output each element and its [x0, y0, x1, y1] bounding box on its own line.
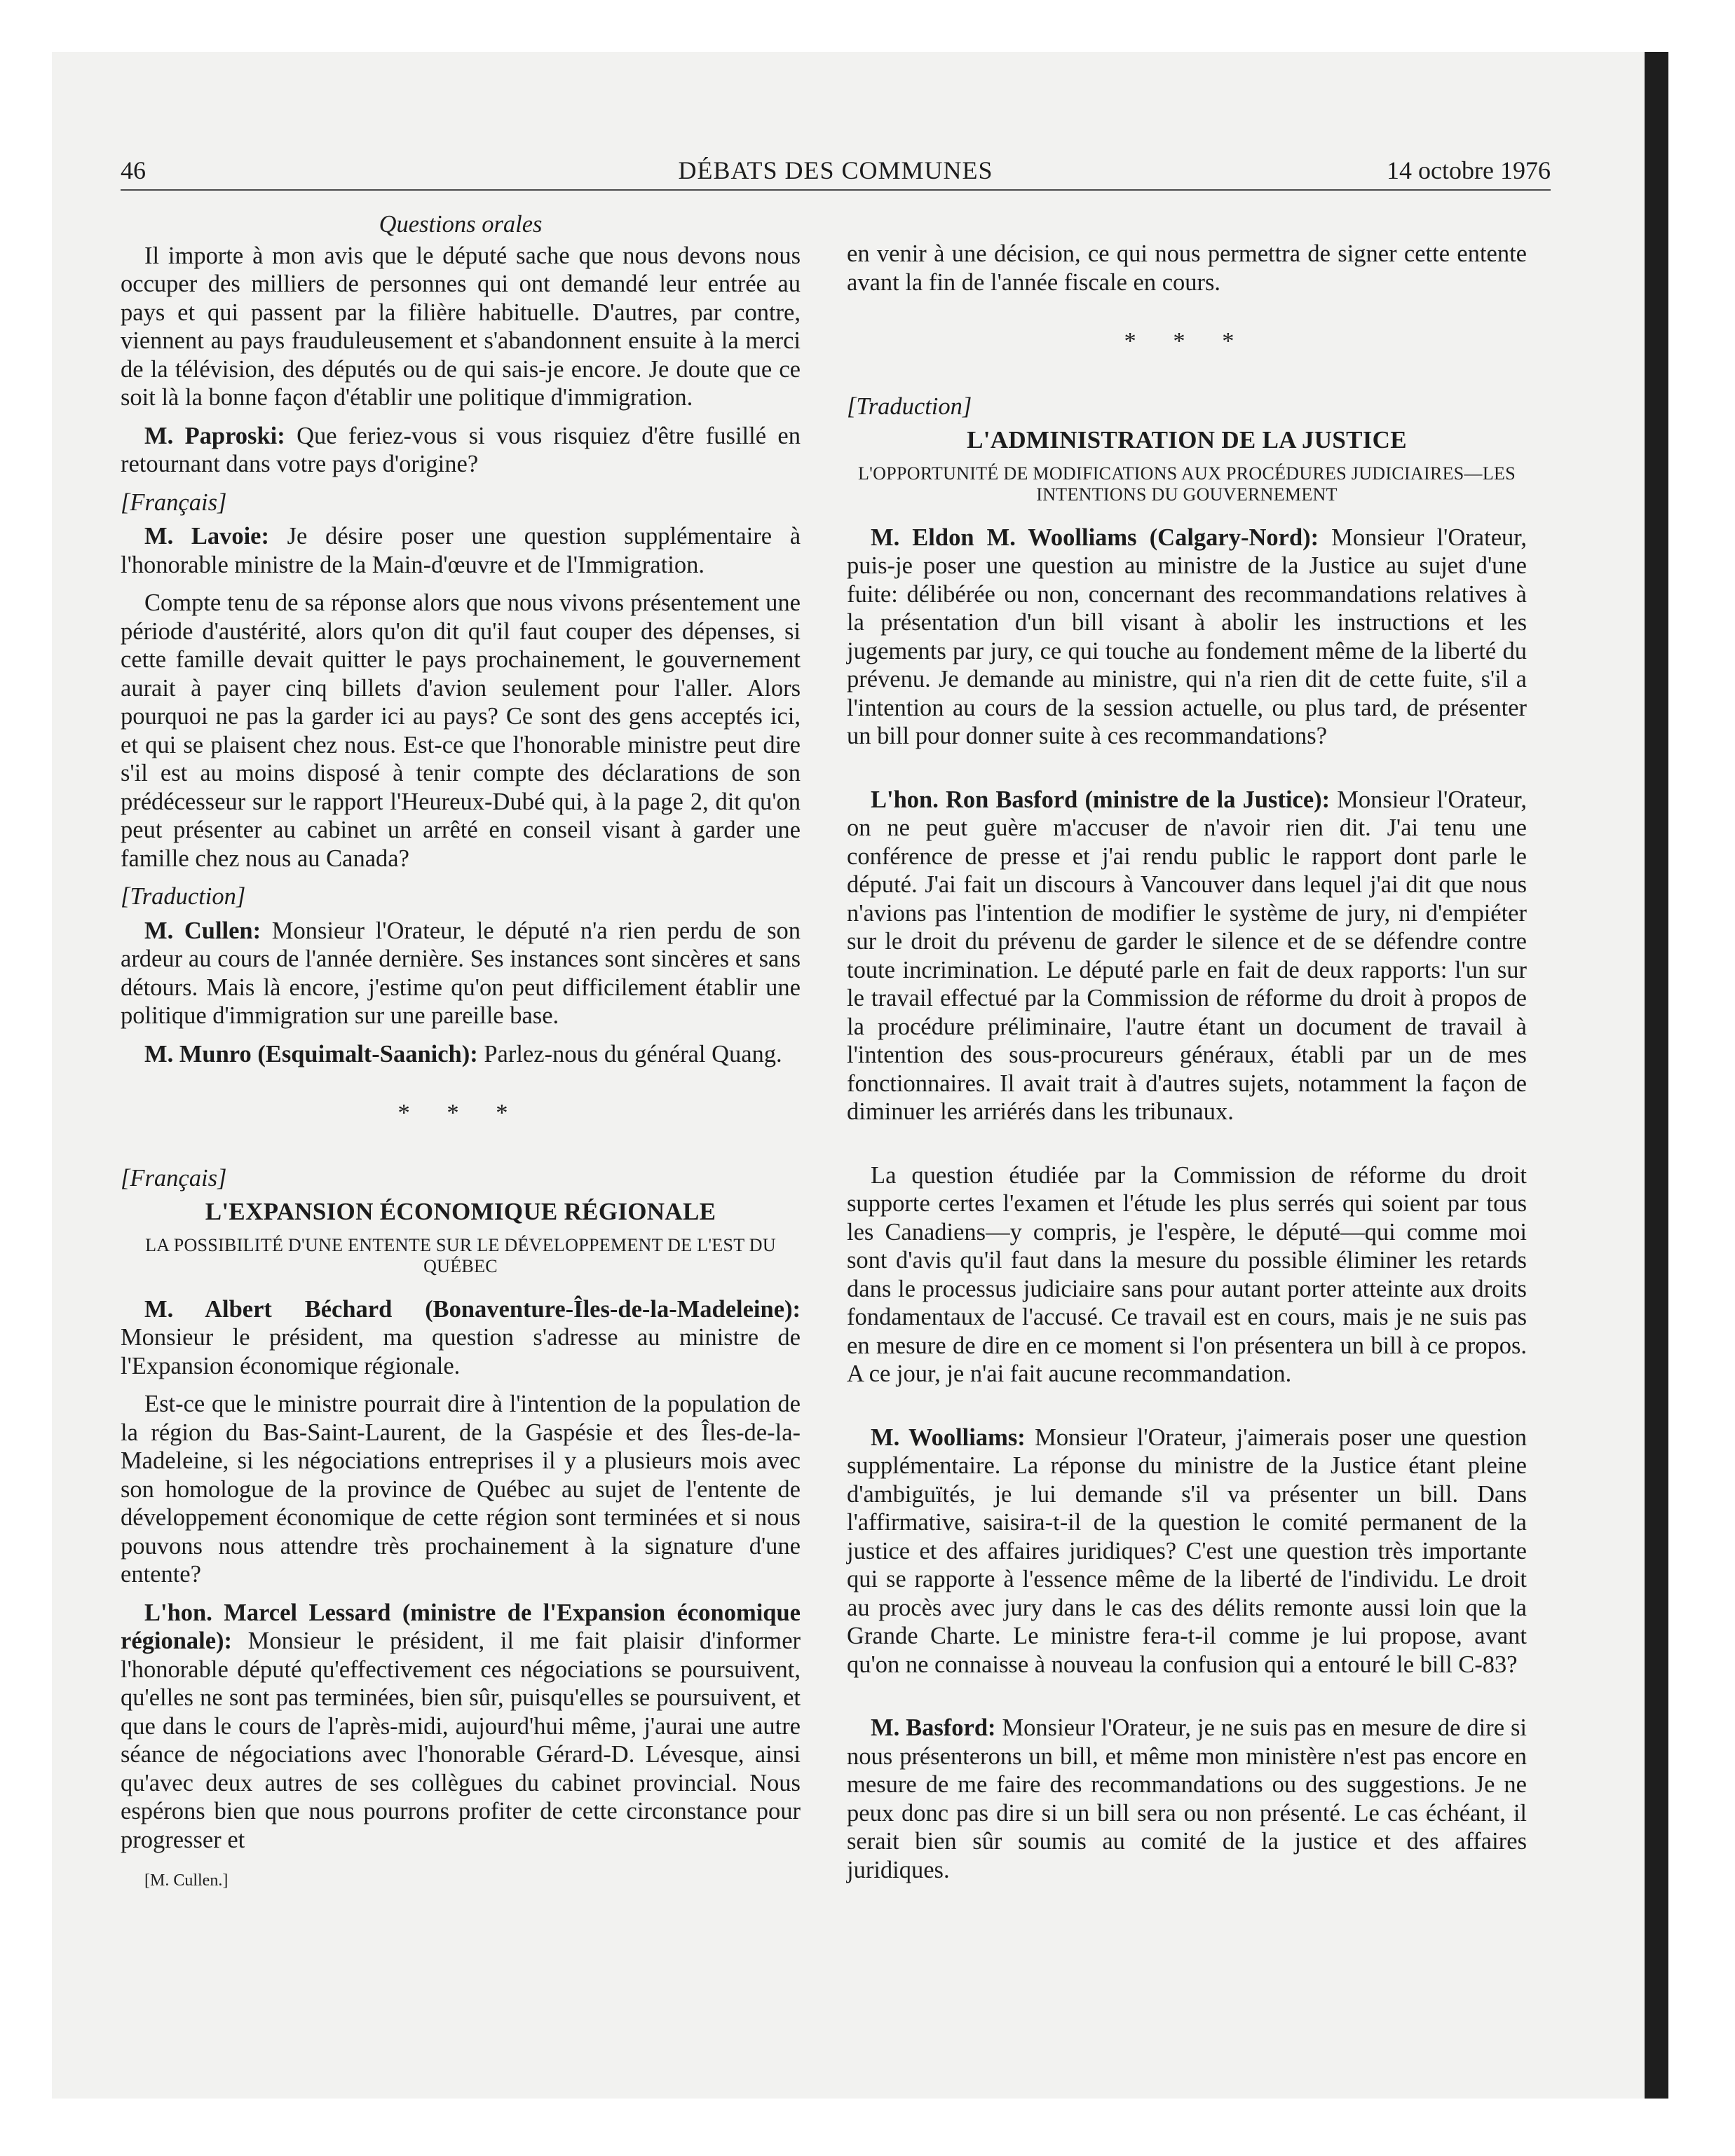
paragraph: Est-ce que le ministre pourrait dire à l'intention de la population de la région du Bas-Saint-Laurent, de la Gaspésie et des Îles-de-la-Madeleine, si les négociations entreprises il y a plusieurs mois avec son homologue de la province de Québec au sujet de l'entente de développement économique de cette région sont terminées et si nous pouvons nous attendre très prochainement à la signature d'une entente? [121, 1391, 801, 1588]
paragraph: Il importe à mon avis que le député sache que nous devons nous occuper des milliers de personnes qui ont demandé leur entrée au pays et qui passent par la filière habituelle. D'autres, par contre, viennent au pays frauduleusement et s'abandonnent ensuite à la merci de la télévision, des députés ou de qui sais-je encore. Je doute que ce soit là la bonne façon d'établir une politique d'immigration. [121, 242, 801, 411]
speech-text: Monsieur le président, ma question s'adresse au ministre de l'Expansion économique régionale. [121, 1324, 801, 1379]
speaker: M. Munro (Esquimalt-Saanich): [144, 1040, 478, 1067]
speaker: L'hon. Ron Basford (ministre de la Justice): [871, 786, 1331, 813]
section-heading: L'ADMINISTRATION DE LA JUSTICE [967, 426, 1407, 453]
speech-text: Monsieur l'Orateur, j'aimerais poser une question supplémentaire. La réponse du ministre de la Justice étant pleine d'ambiguïtés, je lui demande s'il va présenter un bill. Dans l'affirmative, saisira-t-il de la question le comité permanent de la justice et des affaires juridiques? C'est une question très importante qui se rapporte à l'essence même de la liberté de l'individu. Le droit au procès avec jury dans le cas des délits remonte aussi loin que la Grande Charte. Le ministre fera-t-il comme je lui propose, avant qu'on ne connaisse à nouveau la confusion qui a entouré le bill C-83? [847, 1424, 1528, 1678]
paragraph: en venir à une décision, ce qui nous permettra de signer cette entente avant la fin de l'année fiscale en cours. [847, 240, 1527, 296]
paragraph [121, 1040, 801, 1069]
paragraph [121, 422, 801, 479]
speech-text: Monsieur le président, il me fait plaisir d'informer l'honorable député qu'effectivement ces négociations se poursuivent, qu'elles ne sont pas terminées, bien sûr, puisqu'elles se poursuivent, et que dans le cours de l'après-midi, aujourd'hui même, j'aurai une autre séance de négociations avec l'honorable Gérard-D. Lévesque, ainsi qu'avec deux autres de ses collègues du cabinet provincial. Nous espérons bien que nous pourrons profiter de cette circonstance pour progresser et [121, 1628, 801, 1853]
section-subheading: LA POSSIBILITÉ D'UNE ENTENTE SUR LE DÉVELOPPEMENT DE L'EST DU QUÉBEC [145, 1234, 776, 1276]
paragraph [847, 786, 1527, 1126]
page-header [121, 156, 1551, 191]
speaker: M. Basford: [871, 1714, 996, 1741]
speech-text: Monsieur l'Orateur, je ne suis pas en mesure de dire si nous présenterons un bill, et même mon ministère n'est pas encore en mesure de me faire des recommandations ou des suggestions. Je ne peux donc pas dire si un bill sera ou non présenté. Le cas échéant, il serait bien sûr soumis au comité de la justice et des affaires juridiques. [847, 1714, 1527, 1883]
paragraph [847, 1714, 1527, 1884]
speaker: M. Woolliams: [871, 1424, 1026, 1451]
scan-edge [1645, 52, 1668, 2099]
paragraph [121, 1295, 801, 1381]
publication-title: DÉBATS DES COMMUNES [678, 156, 993, 184]
section-separator: * * * [1124, 328, 1250, 355]
paragraph [847, 524, 1527, 751]
paragraph: Compte tenu de sa réponse alors que nous vivons présentement une période d'austérité, alors qu'on dit qu'il faut couper des dépenses, si cette famille devait quitter le pays prochainement, le gouvernement aurait à payer cinq billets d'avion seulement pour l'aller. Alors pourquoi ne pas la garder ici au pays? Ce sont des gens acceptés ici, et qui se plaisent chez nous. Est-ce que l'honorable ministre peut dire s'il est au moins disposé à tenir compte des déclarations de son prédécesseur sur le rapport l'Heureux-Dubé qui, à la page 2, dit qu'on peut présenter au cabinet un arrêté en conseil visant à garder une famille chez nous au Canada? [121, 589, 801, 872]
speaker: M. Albert Béchard (Bonaventure-Îles-de-la-Madeleine): [144, 1295, 801, 1323]
speech-text: Je désire poser une question supplémentaire à l'honorable ministre de la Main-d'œuvre et de l'Immigration. [121, 523, 801, 578]
speaker: M. Lavoie: [144, 523, 269, 550]
speech-text: Parlez-nous du général Quang. [484, 1040, 782, 1067]
speech-text: Monsieur l'Orateur, le député n'a rien perdu de son ardeur au cours de l'année dernière. Ses instances sont sincères et sans détours. Mais là encore, j'estime qu'on peut difficilement établir une politique d'immigration sur une pareille base. [121, 917, 801, 1029]
speech-text: Que feriez-vous si vous risquiez d'être fusillé en retournant dans votre pays d'origine? [121, 422, 801, 477]
speaker: M. Paproski: [144, 422, 285, 449]
speaker: M. Cullen: [144, 917, 261, 944]
page-date: 14 octobre 1976 [1387, 156, 1551, 184]
language-tag: [Traduction] [121, 883, 246, 910]
page-number: 46 [121, 156, 146, 184]
speech-text: Monsieur l'Orateur, puis-je poser une question au ministre de la Justice au sujet d'une fuite: délibérée ou non, concernant des recommandations relatives à la présentation d'un bill visant à abolir les instructions et les jugements par jury, ce qui touche au fondement même de la liberté du prévenu. Je demande au ministre, qui n'a rien dit de cette fuite, s'il a l'intention au cours de la session actuelle, ou plus tard, de présenter un bill pour donner suite à ces recommandations? [847, 524, 1527, 749]
paragraph [121, 522, 801, 579]
language-tag: [Traduction] [847, 393, 972, 420]
speaker: L'hon. Marcel Lessard (ministre de l'Expansion économique régionale): [121, 1599, 801, 1654]
right-column [847, 240, 1527, 1894]
left-column [121, 210, 801, 1895]
section-heading: L'EXPANSION ÉCONOMIQUE RÉGIONALE [205, 1198, 716, 1225]
paragraph [121, 917, 801, 1030]
language-tag: [Français] [121, 489, 227, 516]
speaker: M. Eldon M. Woolliams (Calgary-Nord): [871, 524, 1319, 551]
language-tag: [Français] [121, 1164, 227, 1192]
paragraph [847, 1424, 1527, 1679]
footnote: [M. Cullen.] [144, 1871, 229, 1890]
paragraph [121, 1599, 801, 1855]
section-subheading: L'OPPORTUNITÉ DE MODIFICATIONS AUX PROCÉDURES JUDICIAIRES—LES INTENTIONS DU GOUVERNEMENT [858, 463, 1516, 505]
section-title: Questions orales [379, 211, 543, 238]
section-separator: * * * [397, 1100, 524, 1126]
paragraph: La question étudiée par la Commission de réforme du droit supporte certes l'examen et l'étude les plus serrés qui soient par tous les Canadiens—y compris, je l'espère, le député—qui comme moi sont d'avis qu'il faut dans la mesure du possible éliminer les retards dans le processus judiciaire sans pour autant porter atteinte aux droits fondamentaux de l'accusé. Ce travail est en cours, mais je ne suis pas en mesure de dire en ce moment si l'on présentera un bill à ce propos. A ce jour, je n'ai fait aucune recommandation. [847, 1161, 1527, 1387]
speech-text: Monsieur l'Orateur, on ne peut guère m'accuser de n'avoir rien dit. J'ai tenu une conférence de presse et j'ai rendu public le rapport dont parle le député. J'ai fait un discours à Vancouver dans lequel j'ai dit que nous n'avions pas l'intention de modifier le système de jury, ni d'empiéter sur le droit du prévenu de garder le silence et de se défendre contre toute incrimination. Le député parle en fait de deux rapports: l'un sur le travail effectué par la Commission de réforme du droit à propos de la procédure préliminaire, l'autre étant un document de travail à l'intention des sous-procureurs généraux, établi par un de mes fonctionnaires. Il avait trait à d'autres sujets, notamment la façon de diminuer les arriérés dans les tribunaux. [847, 786, 1527, 1125]
